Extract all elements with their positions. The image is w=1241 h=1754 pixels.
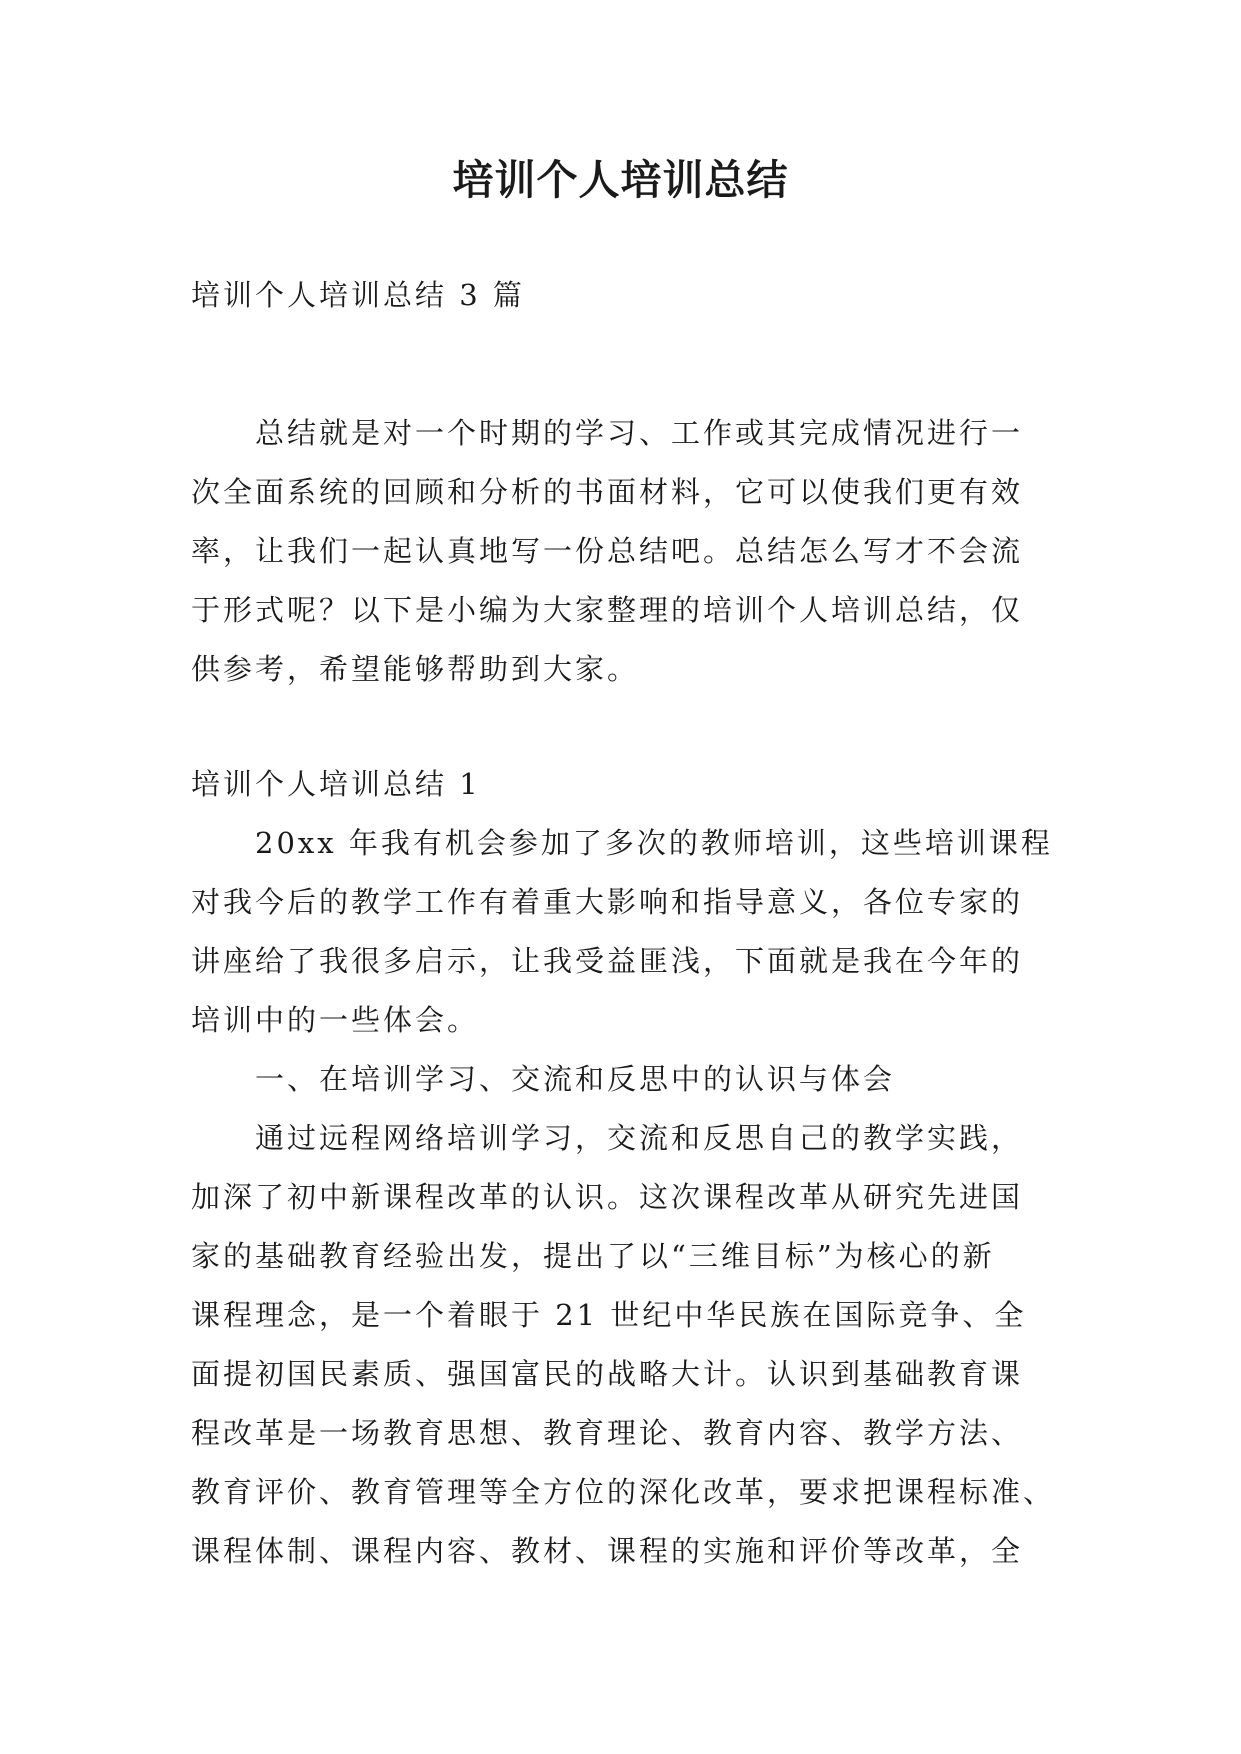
body-line: 对我今后的教学工作有着重大影响和指导意义，各位专家的	[191, 885, 1024, 919]
body-line: 程改革是一场教育思想、教育理论、教育内容、教学方法、	[191, 1416, 1024, 1450]
document-subtitle: 培训个人培训总结 3 篇	[191, 278, 525, 312]
body-line: 20xx 年我有机会参加了多次的教师培训，这些培训课程	[191, 826, 1053, 860]
intro-paragraph	[191, 404, 1061, 699]
body-line: 教育评价、教育管理等全方位的深化改革，要求把课程标准、	[191, 1475, 1056, 1509]
body-line: 课程体制、课程内容、教材、课程的实施和评价等改革，全	[191, 1534, 1024, 1568]
body-line: 讲座给了我很多启示，让我受益匪浅，下面就是我在今年的	[191, 944, 1024, 978]
subsection-heading: 一、在培训学习、交流和反思中的认识与体会	[191, 1062, 896, 1096]
intro-line: 总结就是对一个时期的学习、工作或其完成情况进行一	[191, 416, 1024, 450]
intro-line: 于形式呢？以下是小编为大家整理的培训个人培训总结，仅	[191, 593, 1024, 627]
body-line: 通过远程网络培训学习，交流和反思自己的教学实践，	[191, 1121, 1024, 1155]
body-line: 培训中的一些体会。	[191, 1003, 480, 1037]
body-line: 家的基础教育经验出发，提出了以“三维目标”为核心的新	[191, 1239, 995, 1273]
body-line: 面提初国民素质、强国富民的战略大计。认识到基础教育课	[191, 1357, 1024, 1391]
section-heading: 培训个人培训总结 1	[191, 767, 481, 801]
body-line: 加深了初中新课程改革的认识。这次课程改革从研究先进国	[191, 1180, 1024, 1214]
document-title: 培训个人培训总结	[452, 156, 789, 204]
intro-line: 次全面系统的回顾和分析的书面材料，它可以使我们更有效	[191, 475, 1024, 509]
intro-line: 供参考，希望能够帮助到大家。	[191, 652, 640, 686]
intro-line: 率，让我们一起认真地写一份总结吧。总结怎么写才不会流	[191, 534, 1024, 568]
section-1-body	[191, 755, 1061, 1581]
body-line: 课程理念，是一个着眼于 21 世纪中华民族在国际竞争、全	[191, 1298, 1027, 1332]
